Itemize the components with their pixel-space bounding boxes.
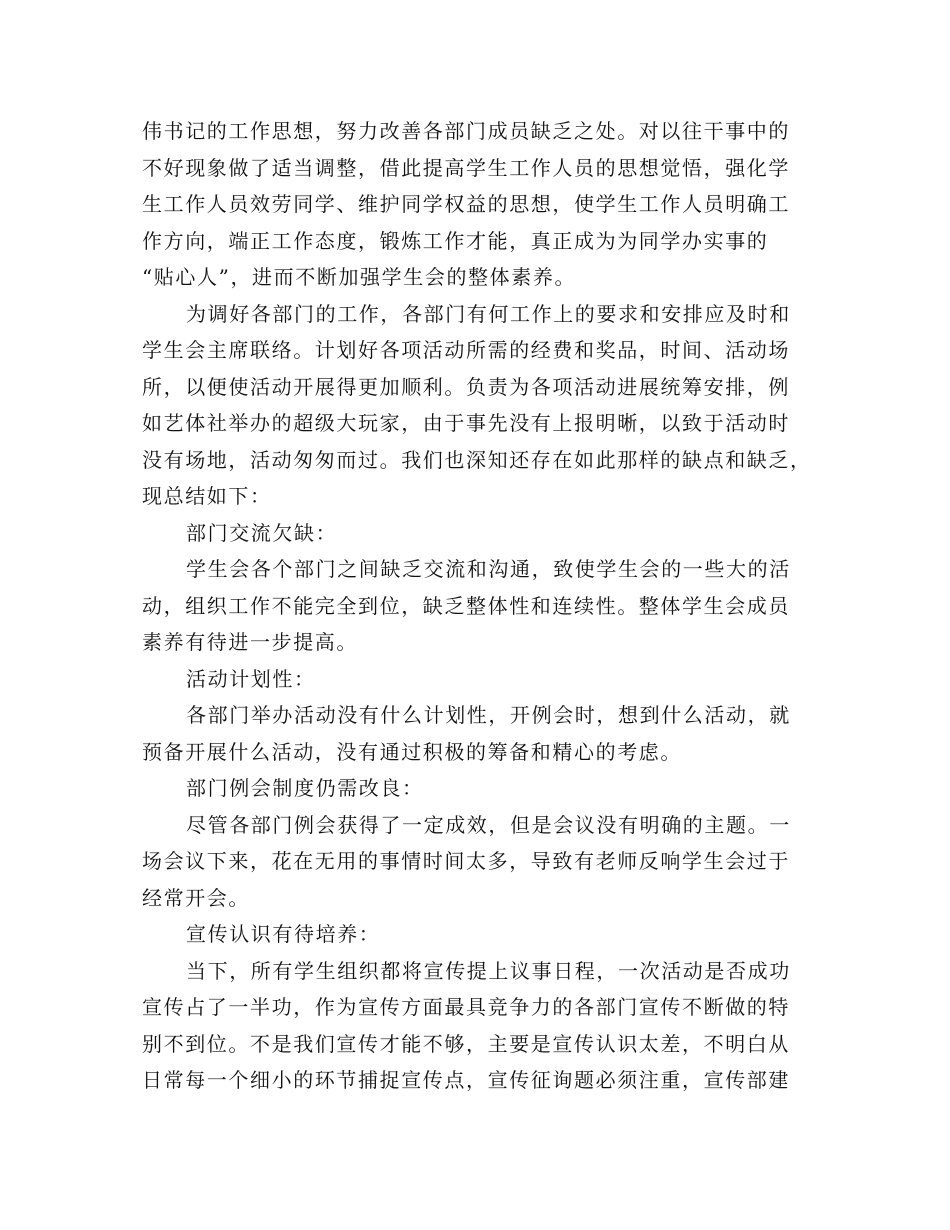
section-heading: 部门例会制度仍需改良：	[186, 776, 424, 800]
text-line: 为调好各部门的工作，各部门有何工作上的要求和安排应及时和	[186, 301, 791, 326]
paragraph	[142, 953, 810, 1099]
text-line: 所，以便使活动开展得更加顺利。负责为各项活动进展统筹安排，例	[142, 374, 790, 399]
text-line: 场会议下来，花在无用的事情时间太多，导致有老师反响学生会过于	[142, 849, 790, 873]
text-line: 素养有待进一步提高。	[142, 630, 358, 654]
text-line: 学生会各个部门之间缺乏交流和沟通，致使学生会的一些大的活	[186, 557, 791, 581]
text-line: 预备开展什么活动，没有通过积极的筹备和精心的考虑。	[142, 739, 682, 764]
text-line: 各部门举办活动没有什么计划性，开例会时，想到什么活动，就	[186, 703, 791, 727]
text-line: 别不到位。不是我们宣传才能不够，主要是宣传认识太差，不明白从	[142, 1031, 790, 1056]
text-line: 生工作人员效劳同学、维护同学权益的思想，使学生工作人员明确工	[142, 192, 790, 216]
text-line: 如艺体社举办的超级大玩家，由于事先没有上报明晰，以致于活动时	[142, 411, 790, 435]
text-line: 尽管各部门例会获得了一定成效，但是会议没有明确的主题。一	[186, 812, 791, 837]
text-line: 作方向，端正工作态度，锻炼工作才能，真正成为为同学办实事的	[142, 228, 769, 253]
text-line: 没有场地，活动匆匆而过。我们也深知还存在如此那样的缺点和缺乏，	[142, 447, 812, 472]
paragraph	[142, 551, 810, 661]
text-line: 动，组织工作不能完全到位，缺乏整体性和连续性。整体学生会成员	[142, 593, 790, 618]
paragraph	[142, 697, 810, 770]
document-body	[142, 113, 810, 1099]
text-line: “贴心人”，进而不断加强学生会的整体素养。	[142, 265, 577, 289]
paragraph	[142, 807, 810, 917]
text-line: 经常开会。	[142, 885, 250, 910]
text-line: 现总结如下：	[142, 484, 272, 508]
text-line: 学生会主席联络。计划好各项活动所需的经费和奖品，时间、活动场	[142, 338, 790, 362]
paragraph	[142, 113, 810, 296]
text-line: 日常每一个细小的环节捕捉宣传点，宣传征询题必须注重，宣传部建	[142, 1068, 790, 1092]
section-heading: 宣传认识有待培养：	[186, 922, 381, 946]
text-line: 伟书记的工作思想，努力改善各部门成员缺乏之处。对以往干事中的	[142, 119, 790, 143]
section-heading: 活动计划性：	[186, 666, 316, 691]
paragraph	[142, 296, 810, 515]
text-line: 当下，所有学生组织都将宣传提上议事日程，一次活动是否成功	[186, 958, 791, 983]
section-heading: 部门交流欠缺：	[186, 520, 338, 545]
text-line: 宣传占了一半功，作为宣传方面最具竞争力的各部门宣传不断做的特	[142, 995, 790, 1019]
text-line: 不好现象做了适当调整，借此提高学生工作人员的思想觉悟，强化学	[142, 155, 790, 180]
